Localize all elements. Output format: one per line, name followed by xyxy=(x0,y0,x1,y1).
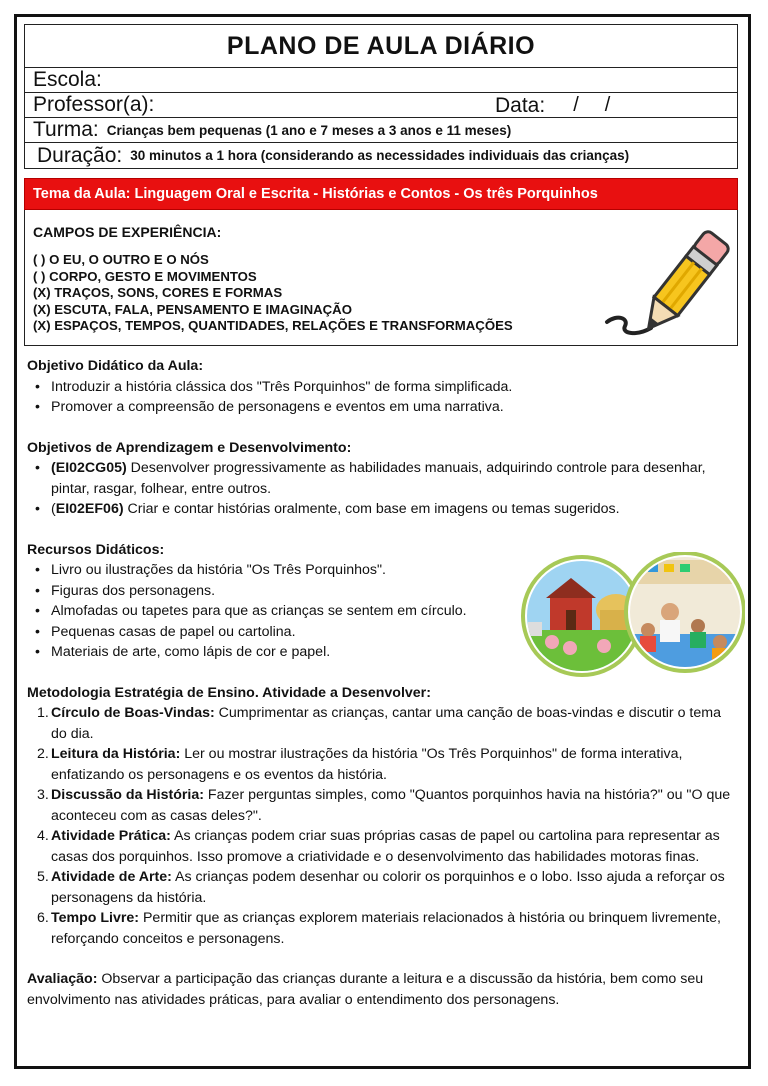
metodologia-list xyxy=(27,703,737,949)
illustration-circles xyxy=(520,552,745,677)
tema-banner: Tema da Aula: Linguagem Oral e Escrita - Histórias e Contos - Os três Porquinhos xyxy=(24,178,738,210)
list-item: 2. Leitura da História: Ler ou mostrar ilustrações da história "Os Três Porquinhos" de forma interativa, enfatizando os personagens e os eventos da história. xyxy=(37,746,683,783)
list-item: • Materiais de arte, como lápis de cor e papel. xyxy=(51,642,737,663)
bncc-code: (EI02CG05) xyxy=(51,460,127,476)
avaliacao-text: Observar a participação das crianças durante a leitura e a discussão da história, bem como seu envolvimento nas atividades práticas, para avaliar o entendimento dos personagens. xyxy=(27,971,704,1008)
list-item: • Promover a compreensão de personagens e eventos em uma narrativa. xyxy=(51,397,737,418)
date-field xyxy=(495,93,610,118)
escola-label: Escola: xyxy=(33,68,102,91)
pencil-icon xyxy=(593,218,733,343)
campos-title: CAMPOS DE EXPERIÊNCIA: xyxy=(33,224,222,240)
list-item: 6. Tempo Livre: Permitir que as crianças explorem materiais relacionados à história ou brinquem livremente, reforçando conceitos e personagens. xyxy=(37,910,721,947)
main-content xyxy=(27,356,737,1010)
turma-row xyxy=(25,118,737,143)
campos-item: (X) ESPAÇOS, TEMPOS, QUANTIDADES, RELAÇÕES E TRANSFORMAÇÕES xyxy=(33,318,513,334)
objetivo-title: Objetivo Didático da Aula: xyxy=(27,358,204,374)
page-title: PLANO DE AULA DIÁRIO xyxy=(25,25,737,68)
professor-row xyxy=(25,93,737,118)
duracao-label: Duração: xyxy=(37,143,123,167)
list-item: 5. Atividade de Arte: As crianças podem desenhar ou colorir os porquinhos e o lobo. Isso ajuda a reforçar os personagens da história. xyxy=(37,869,725,906)
date-label: Data: xyxy=(495,93,546,117)
professor-label: Professor(a): xyxy=(33,93,155,116)
campos-item: ( ) O EU, O OUTRO E O NÓS xyxy=(33,252,209,267)
list-item xyxy=(51,458,737,499)
campos-list xyxy=(33,252,513,335)
turma-value: Crianças bem pequenas (1 ano e 7 meses a 3 anos e 11 meses) xyxy=(106,122,512,138)
aprendizagem-title: Objetivos de Aprendizagem e Desenvolvimento: xyxy=(27,439,352,456)
avaliacao-label: Avaliação: xyxy=(27,971,98,987)
list-item: • Almofadas ou tapetes para que as crianças se sentem em círculo. xyxy=(51,601,737,622)
list-item: 4. Atividade Prática: As crianças podem criar suas próprias casas de papel ou cartolina para representar as casas dos porquinhos. Isso promove a criatividade e o desenvolvimento das habilidades motoras finas. xyxy=(37,828,720,865)
turma-label: Turma: xyxy=(33,118,99,141)
metodologia-title: Metodologia Estratégia de Ensino. Atividade a Desenvolver: xyxy=(27,684,431,701)
list-item: • Introduzir a história clássica dos "Três Porquinhos" de forma simplificada. xyxy=(51,377,737,398)
list-item: 1. Círculo de Boas-Vindas: Cumprimentar as crianças, cantar uma canção de boas-vindas e discutir o tema do dia. xyxy=(37,705,721,742)
bncc-code: EI02EF06) xyxy=(55,501,124,517)
recursos-title: Recursos Didáticos: xyxy=(27,541,165,558)
list-item xyxy=(51,499,737,520)
objective-text: Criar e contar histórias oralmente, com base em imagens ou temas sugeridos. xyxy=(123,501,620,517)
avaliacao-paragraph xyxy=(27,969,737,1010)
list-item: • Livro ou ilustrações da história "Os Três Porquinhos". xyxy=(51,560,737,581)
aprendizagem-list xyxy=(27,458,737,520)
code-prefix: ( xyxy=(51,501,56,517)
list-item: • Pequenas casas de papel ou cartolina. xyxy=(51,622,737,643)
campos-item: (X) TRAÇOS, SONS, CORES E FORMAS xyxy=(33,285,283,301)
date-slash: / xyxy=(604,94,611,116)
escola-row xyxy=(25,68,737,93)
objective-text: Desenvolver progressivamente as habilidades manuais, adquirindo controle para desenhar, pintar, rasgar, folhear, entre outros. xyxy=(51,460,706,497)
header-table xyxy=(24,24,738,169)
date-slash: / xyxy=(573,94,579,116)
list-item: • Figuras dos personagens. xyxy=(51,581,737,602)
duracao-value: 30 minutos a 1 hora (considerando as necessidades individuais das crianças) xyxy=(130,148,630,163)
campos-box xyxy=(24,210,738,346)
list-item: 3. Discussão da História: Fazer perguntas simples, como "Quantos porquinhos havia na história?" ou "O que aconteceu com as casas deles?". xyxy=(37,787,731,824)
duracao-row xyxy=(25,143,737,168)
objetivo-list xyxy=(27,377,737,418)
campos-item: (X) ESCUTA, FALA, PENSAMENTO E IMAGINAÇÃO xyxy=(33,301,352,317)
campos-item: ( ) CORPO, GESTO E MOVIMENTOS xyxy=(33,268,257,284)
